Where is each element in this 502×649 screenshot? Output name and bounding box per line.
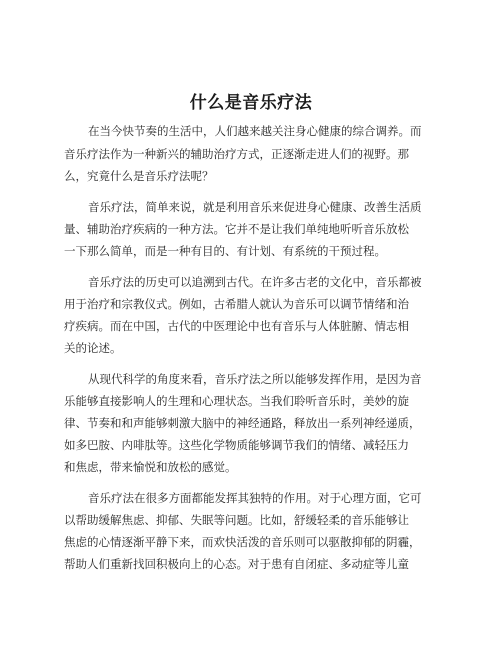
page-title: 什么是音乐疗法	[189, 93, 313, 113]
paragraph-1-line-1: 在当今快节奏的生活中，人们越来越关注身心健康的综合调养。而	[88, 124, 422, 138]
paragraph-2-line-2: 量、辅助治疗疾病的一种方法。它并不是让我们单纯地听听音乐放松	[64, 222, 409, 236]
paragraph-5-line-3: 焦虑的心情逐渐平静下来，而欢快活泼的音乐则可以驱散抑郁的阴霾，	[64, 535, 421, 549]
paragraph-4-line-1: 从现代科学的角度来看，音乐疗法之所以能够发挥作用，是因为音	[88, 372, 422, 386]
paragraph-5-line-1: 音乐疗法在很多方面都能发挥其独特的作用。对于心理方面，它可	[88, 491, 422, 505]
paragraph-3-line-4: 关的论述。	[64, 341, 122, 355]
paragraph-2-line-3: 一下那么简单，而是一种有目的、有计划、有系统的干预过程。	[64, 244, 386, 258]
paragraph-4-line-4: 如多巴胺、内啡肽等。这些化学物质能够调节我们的情绪、减轻压力	[64, 438, 409, 452]
paragraph-3-line-2: 用于治疗和宗教仪式。例如，古希腊人就认为音乐可以调节情绪和治	[64, 297, 409, 311]
paragraph-3-line-3: 疗疾病。而在中国，古代的中医理论中也有音乐与人体脏腑、情志相	[64, 319, 409, 333]
paragraph-3-line-1: 音乐疗法的历史可以追溯到古代。在许多古老的文化中，音乐都被	[88, 275, 422, 289]
paragraph-5-line-2: 以帮助缓解焦虑、抑郁、失眠等问题。比如，舒缓轻柔的音乐能够让	[64, 513, 409, 527]
paragraph-4-line-3: 律、节奏和和声能够刺激大脑中的神经通路，释放出一系列神经递质，	[64, 416, 421, 430]
paragraph-2-line-1: 音乐疗法，简单来说，就是利用音乐来促进身心健康、改善生活质	[88, 200, 422, 214]
paragraph-4-line-5: 和焦虑，带来愉悦和放松的感觉。	[64, 460, 237, 474]
paragraph-1-line-2: 音乐疗法作为一种新兴的辅助治疗方式，正逐渐走进人们的视野。那	[64, 147, 409, 161]
paragraph-5-line-4: 帮助人们重新找回积极向上的心态。对于患有自闭症、多动症等儿童	[64, 557, 409, 571]
paragraph-1-line-3: 么，究竟什么是音乐疗法呢？	[64, 169, 214, 183]
paragraph-4-line-2: 乐能够直接影响人的生理和心理状态。当我们聆听音乐时，美妙的旋	[64, 394, 409, 408]
